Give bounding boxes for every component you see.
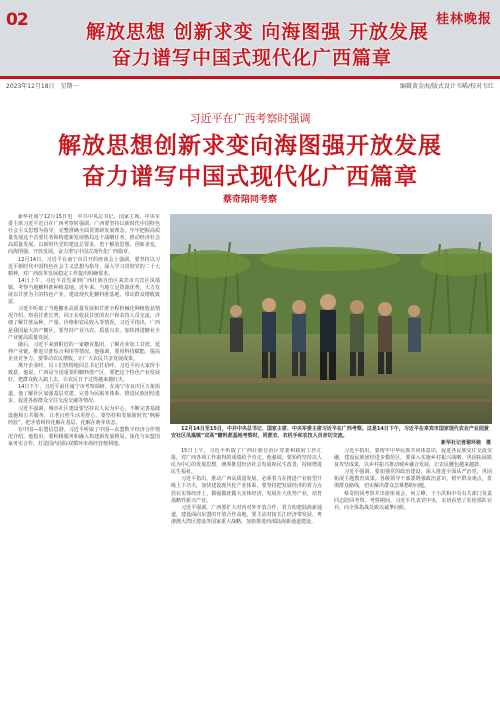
masthead-logo: 桂林晚报 (435, 12, 492, 27)
article-kicker: 习近平在广西考察时强调 (189, 112, 311, 125)
article-title-line2: 奋力谱写中国式现代化广西篇章 (82, 164, 418, 190)
body-paragraph: 新华社南宁12月15日电 中共中央总书记、国家主席、中央军委主席习近平近日在广西考察时强调，广西要坚持以新时代中国特色社会主义思想为指导，完整准确全面贯彻新发展理念，牢牢把握高质量发展这个首要任务和构建新发展格局这个战略任务，推动经济社会高质量发展，以新时代党的建设总要求，勇于解放思想、创新求变，向海图强、开放发展，奋力谱写中国式现代化广西篇章。 (8, 214, 160, 256)
body-paragraph: 习近平指出，推动广西高质量发展，必须着力在推进产业转型升级上下功夫，加快建设现代化产业体系。要坚持把发展经济的着力点放在实体经济上，做强做优做大实体经济，发展壮大优势产业，培育战略性新兴产业。 (171, 476, 322, 504)
body-paragraph: 14日下午，习近平前往南宁市考察调研。在南宁市良庆区五象街道，他了解社区加强基层党建、完善为民服务体系、推进民族团结进步、促进各族群众交往交流交融等情况。 (8, 384, 160, 405)
issue-date: 2023年12月18日 星期一 (6, 83, 79, 90)
page-number: 02 (6, 10, 28, 30)
editor-credits: 编辑黄金海/版式设计韦晞/校对韦红 (399, 83, 494, 90)
photo-caption (171, 426, 491, 447)
body-paragraph: 离开企业时，员工们热情地同总书记打招呼。习近平向大家挥手致意，他说，广西是全国重要的糖料蔗产区，要把这个特色产业发展好，把群众收入搞上去，让农民日子过得越来越红火。 (8, 362, 160, 384)
news-photo (170, 214, 492, 424)
header-divider (0, 76, 500, 79)
body-paragraph: 蔡奇陪同考察并出席座谈会，何立峰、王小洪和中央有关部门负责同志陪同考察。考察期间，习近平代表党中央，亲切看望了驻桂部队官兵，向全体指战员致以诚挚问候。 (334, 490, 492, 511)
body-paragraph: 14日上午，习近平首先来到广西壮族自治区来宾市兴宾区凤凰镇，考察当地糖料蔗种植基地。近年来，当地立足资源优势，大力发展以甘蔗为主的特色产业，建设现代化糖料蔗基地，带动群众增收致富。 (8, 277, 160, 306)
photo-caption-text: 12月14日至15日，中共中央总书记、国家主席、中央军委主席习近平在广西考察。这是14日下午，习近平在来宾市国家现代农业产业园黄安社区凤凰镇“双高”糖料蔗基地考察时，同蔗农、农机手和农技人员亲切交流。 (171, 426, 489, 439)
article-column-middle (171, 448, 322, 718)
page-meta (6, 81, 494, 91)
header-banner (0, 0, 500, 76)
body-paragraph: 随后，习近平来到附近的一家糖业集团，了解企业加工甘蔗、延伸产业链、推进甘蔗综合利用等情况。他强调，要用科技赋能，提高企业竞争力，要带动农民增收，让广大农民共享发展成果。 (8, 341, 160, 362)
article-byline: 蔡奇陪同考察 (222, 195, 277, 205)
body-paragraph: 在中国—东盟信息港，习近平听取了中国—东盟数字经济合作情况介绍。他指出，要积极服务和融入构建新发展格局，深化与东盟国家务实合作，打造国内国际双循环市场经营便利地。 (8, 426, 160, 447)
sugarcane-field-photo (170, 214, 492, 424)
banner-headline-line2: 奋力谱写中国式现代化广西篇章 (112, 47, 393, 69)
body-paragraph: 习近平强调，广西要扩大对内对外开放合作，着力构建陆海新通道，建设面向东盟的开放合作高地。要主动对接长江经济带发展、粤港澳大湾区建设等国家重大战略，加快推进西部陆海新通道建设。 (171, 504, 322, 525)
body-paragraph: 12月14日，习近平在南宁市召开的座谈会上强调，要坚持以习近平新时代中国特色社会主义思想为指导，深入学习贯彻党的二十大精神，对广西改革发展稳定工作提出明确要求。 (8, 256, 160, 277)
body-paragraph: 习近平强调，城市社区建设要坚持以人民为中心，不断完善基础设施和公共服务，让老百姓生活更舒心。要坚持和发展新时代“枫桥经验”，把矛盾纠纷化解在基层、化解在萌芽状态。 (8, 405, 160, 426)
body-paragraph: 习近平听取了当地糖业高质量发展和甘蔗全程机械化种植收获情况介绍，察看甘蔗长势，同正在收获甘蔗的农户和农技人员交流，详细了解甘蔗品种、产量、价格和农民收入等情况。习近平指出，广西是我国最大的产糖区，要坚持产业兴农、质量兴农，加快推进糖业全产业链高质量发展。 (8, 306, 160, 341)
body-paragraph: 15日上午，习近平听取了广西壮族自治区党委和政府工作汇报，对广西各项工作取得的成绩给予肯定。他强调，要始终坚持以人民为中心的发展思想，统筹推进经济社会发展和民生改善，持续增进民生福祉。 (171, 448, 322, 476)
article-column-left (8, 214, 160, 718)
article-column-right (334, 448, 492, 718)
photo-credit: 新华社记者谢环驰 摄 (440, 440, 491, 446)
article-title-line1: 解放思想创新求变向海图强开放发展 (58, 133, 442, 159)
banner-headline-line1: 解放思想 创新求变 向海图强 开放发展 (86, 21, 429, 43)
body-paragraph: 习近平强调，要加强党的政治建设，深入推进全面从严治党，巩固拓展主题教育成果。各级领导干部要增强政治意识，树牢群众观点，贯彻群众路线，切实解决群众急难愁盼问题。 (334, 469, 492, 490)
body-paragraph: 习近平指出，要铸牢中华民族共同体意识，促进各民族交往交流交融，建设民族团结进步模范区。要深入实施乡村振兴战略，巩固拓展脱贫攻坚成果，以乡村振兴推动城乡融合发展，让农民腰包越来越鼓。 (334, 448, 492, 469)
